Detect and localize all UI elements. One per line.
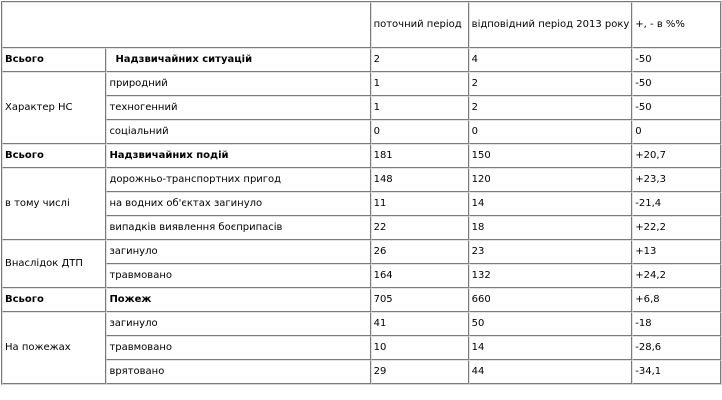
- previous-value: 44: [469, 360, 633, 384]
- row-label: техногенний: [106, 96, 370, 120]
- previous-value: 132: [469, 264, 633, 288]
- row-label: травмовано: [106, 264, 370, 288]
- header-previous-period: відповідний період 2013 року: [469, 2, 633, 48]
- row-label: Надзвичайних ситуацій: [106, 48, 370, 72]
- current-value: 0: [371, 120, 469, 144]
- group-label: Всього: [2, 144, 106, 168]
- previous-value: 120: [469, 168, 633, 192]
- previous-value: 23: [469, 240, 633, 264]
- current-value: 26: [371, 240, 469, 264]
- row-label: дорожньо-транспортних пригод: [106, 168, 370, 192]
- current-value: 29: [371, 360, 469, 384]
- row-label: загинуло: [106, 240, 370, 264]
- table-row: [2, 96, 721, 120]
- previous-value: 18: [469, 216, 633, 240]
- change-value: +24,2: [632, 264, 721, 288]
- table-row: [2, 72, 721, 96]
- current-value: 148: [371, 168, 469, 192]
- row-label: на водних об'єктах загинуло: [106, 192, 370, 216]
- current-value: 181: [371, 144, 469, 168]
- change-value: -50: [632, 96, 721, 120]
- statistics-table: [1, 1, 722, 385]
- row-label: травмовано: [106, 336, 370, 360]
- current-value: 164: [371, 264, 469, 288]
- group-label: Характер НС: [2, 72, 106, 144]
- previous-value: 0: [469, 120, 633, 144]
- change-value: +23,3: [632, 168, 721, 192]
- table-row: [2, 312, 721, 336]
- table-row: [2, 168, 721, 192]
- table-row: [2, 216, 721, 240]
- header-change-percent: +, - в %%: [632, 2, 721, 48]
- row-label: врятовано: [106, 360, 370, 384]
- header-current-period: поточний період: [371, 2, 469, 48]
- row-label: соціальний: [106, 120, 370, 144]
- change-value: -18: [632, 312, 721, 336]
- previous-value: 50: [469, 312, 633, 336]
- table-row: [2, 360, 721, 384]
- table-row: [2, 336, 721, 360]
- group-label: в тому числі: [2, 168, 106, 240]
- current-value: 41: [371, 312, 469, 336]
- change-value: +6,8: [632, 288, 721, 312]
- current-value: 1: [371, 96, 469, 120]
- current-value: 2: [371, 48, 469, 72]
- table-row: [2, 144, 721, 168]
- change-value: +20,7: [632, 144, 721, 168]
- previous-value: 4: [469, 48, 633, 72]
- previous-value: 14: [469, 336, 633, 360]
- group-label: Всього: [2, 288, 106, 312]
- table-row: [2, 48, 721, 72]
- header-empty-cell: [2, 2, 371, 48]
- row-label: природний: [106, 72, 370, 96]
- current-value: 11: [371, 192, 469, 216]
- table-row: [2, 192, 721, 216]
- table-row: [2, 120, 721, 144]
- table-row: [2, 264, 721, 288]
- row-label: випадків виявлення боєприпасів: [106, 216, 370, 240]
- table-row: [2, 288, 721, 312]
- group-label: На пожежах: [2, 312, 106, 384]
- change-value: +22,2: [632, 216, 721, 240]
- previous-value: 2: [469, 96, 633, 120]
- change-value: -21,4: [632, 192, 721, 216]
- header-row: [2, 2, 721, 48]
- row-label: Надзвичайних подій: [106, 144, 370, 168]
- previous-value: 14: [469, 192, 633, 216]
- row-label: Пожеж: [106, 288, 370, 312]
- previous-value: 660: [469, 288, 633, 312]
- row-label: загинуло: [106, 312, 370, 336]
- previous-value: 150: [469, 144, 633, 168]
- change-value: -50: [632, 72, 721, 96]
- previous-value: 2: [469, 72, 633, 96]
- change-value: -28,6: [632, 336, 721, 360]
- change-value: 0: [632, 120, 721, 144]
- change-value: +13: [632, 240, 721, 264]
- table-row: [2, 240, 721, 264]
- current-value: 22: [371, 216, 469, 240]
- group-label: Всього: [2, 48, 106, 72]
- current-value: 705: [371, 288, 469, 312]
- group-label: Внаслідок ДТП: [2, 240, 106, 288]
- current-value: 10: [371, 336, 469, 360]
- change-value: -50: [632, 48, 721, 72]
- current-value: 1: [371, 72, 469, 96]
- change-value: -34,1: [632, 360, 721, 384]
